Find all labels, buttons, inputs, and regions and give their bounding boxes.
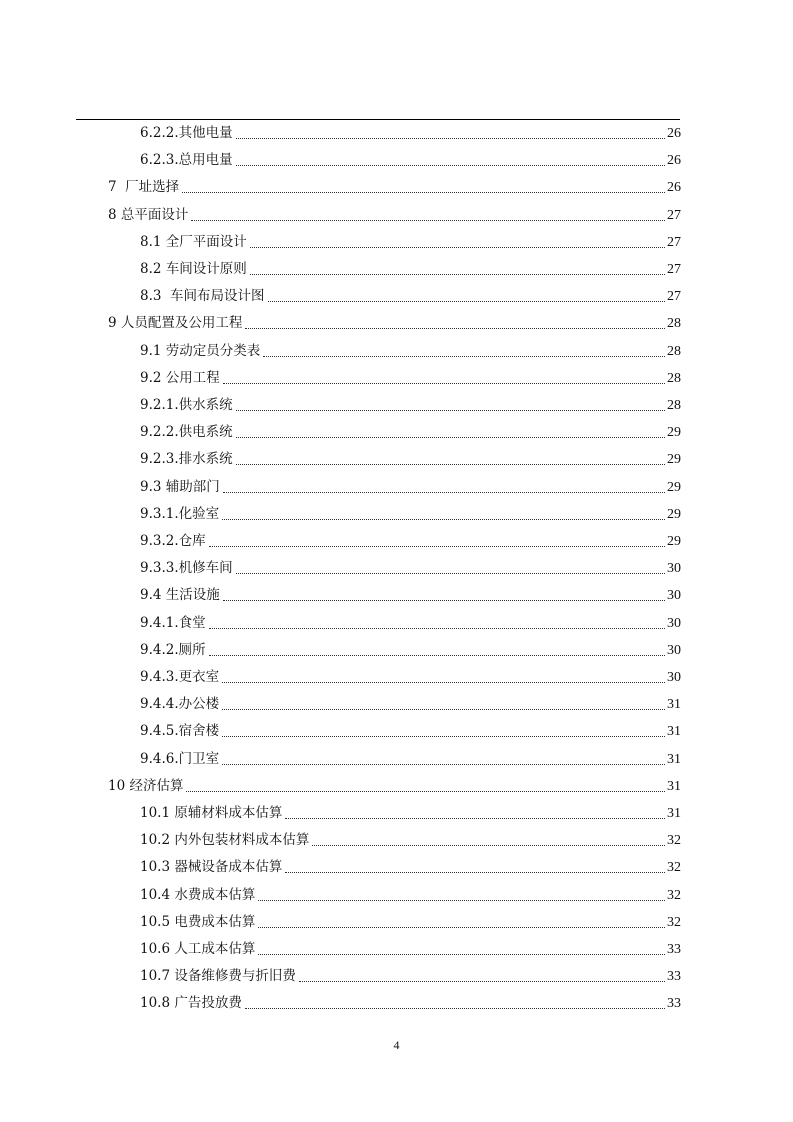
toc-dot-leader: [182, 192, 665, 193]
toc-entry-title: 9.3.2.仓库: [140, 528, 208, 555]
toc-entry[interactable]: [140, 800, 681, 827]
toc-entry-title: 9.4.6.门卫室: [140, 746, 221, 773]
toc-dot-leader: [258, 927, 665, 928]
toc-dot-leader: [250, 274, 665, 275]
toc-dot-leader: [222, 764, 665, 765]
toc-entry[interactable]: [140, 882, 681, 909]
toc-dot-leader: [236, 573, 665, 574]
toc-dot-leader: [222, 709, 665, 710]
toc-entry[interactable]: [140, 338, 681, 365]
toc-entry-title: 8 总平面设计: [108, 202, 190, 229]
toc-entry-title: 10.6 人工成本估算: [140, 936, 257, 963]
toc-entry-title: 9.2.3.排水系统: [140, 446, 235, 473]
toc-dot-leader: [236, 138, 665, 139]
toc-entry-page-number: 28: [667, 398, 681, 413]
toc-dot-leader: [209, 628, 665, 629]
toc-dot-leader: [223, 492, 665, 493]
toc-entry-page-number: 31: [667, 724, 681, 740]
toc-entry[interactable]: [140, 365, 681, 392]
toc-entry-title: 9.3.3.机修车间: [140, 555, 235, 582]
toc-entry-title: 8.2 车间设计原则: [140, 256, 249, 283]
toc-entry[interactable]: [140, 392, 681, 419]
toc-dot-leader: [285, 818, 665, 819]
toc-entry-title: 9.4.2.厕所: [140, 637, 208, 664]
toc-entry-page-number: 27: [667, 207, 681, 223]
toc-dot-leader: [285, 872, 665, 873]
toc-dot-leader: [258, 900, 665, 901]
toc-entry-page-number: 29: [667, 534, 681, 549]
toc-entry-page-number: 30: [667, 670, 681, 685]
toc-entry-page-number: 27: [667, 234, 681, 250]
toc-dot-leader: [263, 356, 665, 357]
toc-entry[interactable]: [108, 202, 681, 229]
toc-entry-page-number: 29: [667, 506, 681, 522]
toc-dot-leader: [236, 437, 665, 438]
toc-entry-page-number: 31: [667, 697, 681, 713]
toc-entry[interactable]: [140, 446, 681, 473]
toc-entry-title: 10.8 广告投放费: [140, 990, 244, 1017]
toc-entry-page-number: 26: [667, 180, 681, 196]
toc-entry[interactable]: [108, 174, 681, 201]
toc-entry[interactable]: [140, 528, 681, 555]
toc-dot-leader: [268, 301, 665, 302]
toc-entry-page-number: 33: [667, 969, 681, 985]
toc-entry-page-number: 28: [667, 343, 681, 359]
toc-entry-page-number: 33: [667, 996, 681, 1012]
toc-entry-title: 9.2.1.供水系统: [140, 392, 235, 419]
toc-entry-page-number: 26: [667, 126, 681, 141]
toc-entry-page-number: 31: [667, 806, 681, 821]
toc-entry[interactable]: [140, 909, 681, 936]
toc-entry[interactable]: [140, 691, 681, 718]
toc-entry-page-number: 27: [667, 289, 681, 305]
toc-entry-page-number: 33: [667, 942, 681, 957]
toc-dot-leader: [222, 519, 665, 520]
toc-entry[interactable]: [140, 827, 681, 854]
toc-entry-page-number: 30: [667, 615, 681, 631]
toc-dot-leader: [236, 165, 665, 166]
toc-entry-title: 10.1 原辅材料成本估算: [140, 800, 284, 827]
toc-entry-page-number: 30: [667, 642, 681, 658]
toc-dot-leader: [236, 464, 665, 465]
toc-entry[interactable]: [140, 229, 681, 256]
toc-entry[interactable]: [140, 474, 681, 501]
toc-entry-title: 7 厂址选择: [108, 174, 181, 201]
toc-entry-page-number: 32: [667, 914, 681, 930]
toc-entry-page-number: 26: [667, 153, 681, 169]
toc-entry[interactable]: [140, 582, 681, 609]
toc-dot-leader: [223, 600, 665, 601]
toc-dot-leader: [245, 1008, 665, 1009]
toc-entry-page-number: 28: [667, 370, 681, 386]
toc-entry-page-number: 29: [667, 479, 681, 495]
toc-entry[interactable]: [140, 283, 681, 310]
toc-entry-title: 9.2.2.供电系统: [140, 419, 235, 446]
toc-entry[interactable]: [140, 963, 681, 990]
toc-dot-leader: [191, 220, 665, 221]
toc-entry-title: 10 经济估算: [108, 773, 185, 800]
toc-entry-title: 9.4 生活设施: [140, 582, 222, 609]
toc-entry-title: 9.3.1.化验室: [140, 501, 221, 528]
toc-entry-title: 9.2 公用工程: [140, 365, 222, 392]
toc-entry[interactable]: [140, 419, 681, 446]
toc-entry-title: 8.1 全厂平面设计: [140, 229, 249, 256]
toc-entry-title: 10.3 器械设备成本估算: [140, 854, 284, 881]
toc-entry-title: 9.4.4.办公楼: [140, 691, 221, 718]
toc-entry-page-number: 32: [667, 833, 681, 849]
toc-entry[interactable]: [140, 610, 681, 637]
toc-entry[interactable]: [140, 637, 681, 664]
toc-dot-leader: [223, 383, 665, 384]
toc-entry-page-number: 29: [667, 452, 681, 468]
toc-dot-leader: [222, 736, 665, 737]
toc-entry-title: 10.4 水费成本估算: [140, 882, 257, 909]
toc-entry-page-number: 30: [667, 561, 681, 577]
toc-entry[interactable]: [140, 718, 681, 745]
toc-entry-title: 8.3 车间布局设计图: [140, 283, 267, 310]
toc-dot-leader: [209, 546, 665, 547]
toc-entry-page-number: 31: [667, 778, 681, 794]
toc-entry[interactable]: [108, 310, 681, 337]
page-number: 4: [393, 1038, 400, 1052]
toc-entry-title: 6.2.2.其他电量: [140, 120, 235, 147]
toc-entry[interactable]: [140, 120, 681, 147]
toc-entry-title: 9.4.5.宿舍楼: [140, 718, 221, 745]
toc-entry-page-number: 29: [667, 425, 681, 441]
toc-dot-leader: [186, 791, 665, 792]
toc-dot-leader: [312, 845, 665, 846]
toc-entry-title: 9.4.1.食堂: [140, 610, 208, 637]
toc-dot-leader: [209, 655, 665, 656]
toc-entry-title: 10.2 内外包装材料成本估算: [140, 827, 311, 854]
toc-entry[interactable]: [108, 773, 681, 800]
toc-entry-page-number: 28: [667, 316, 681, 332]
toc-entry[interactable]: [140, 746, 681, 773]
toc-entry[interactable]: [140, 501, 681, 528]
toc-entry-page-number: 31: [667, 751, 681, 767]
toc-entry-title: 10.5 电费成本估算: [140, 909, 257, 936]
toc-entry[interactable]: [140, 256, 681, 283]
toc-entry-page-number: 32: [667, 860, 681, 876]
toc-entry-title: 9.4.3.更衣室: [140, 664, 221, 691]
toc-entry[interactable]: [140, 854, 681, 881]
toc-dot-leader: [236, 410, 665, 411]
toc-entry-title: 9 人员配置及公用工程: [108, 310, 244, 337]
toc-entry[interactable]: [140, 936, 681, 963]
toc-dot-leader: [250, 247, 665, 248]
toc-entry-page-number: 32: [667, 887, 681, 903]
toc-entry-page-number: 27: [667, 262, 681, 277]
toc-dot-leader: [222, 682, 665, 683]
toc-entry[interactable]: [140, 147, 681, 174]
toc-dot-leader: [245, 328, 665, 329]
toc-entry-title: 6.2.3.总用电量: [140, 147, 235, 174]
toc-dot-leader: [299, 981, 665, 982]
toc-entry-title: 10.7 设备维修费与折旧费: [140, 963, 298, 990]
toc-entry-page-number: 30: [667, 588, 681, 604]
toc-entry-title: 9.1 劳动定员分类表: [140, 338, 262, 365]
toc-entry[interactable]: [140, 990, 681, 1017]
toc-entry[interactable]: [140, 664, 681, 691]
toc-entry-title: 9.3 辅助部门: [140, 474, 222, 501]
toc-entry[interactable]: [140, 555, 681, 582]
toc-dot-leader: [258, 954, 665, 955]
